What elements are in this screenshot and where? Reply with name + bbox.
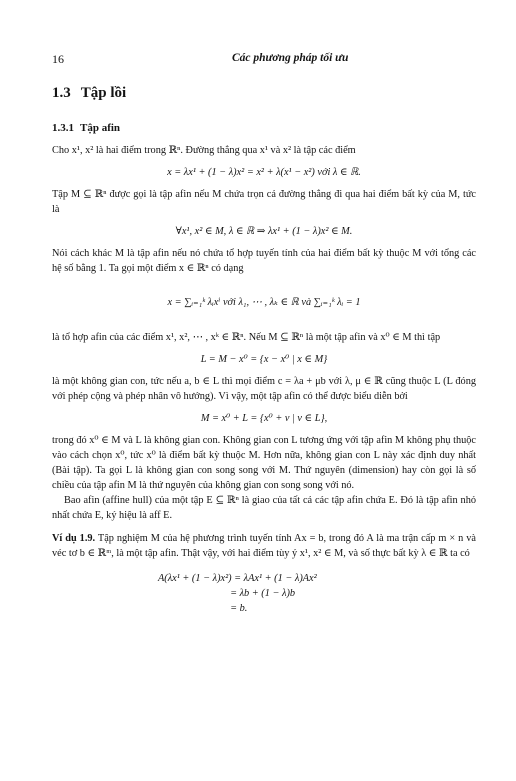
- subsection-heading: [52, 121, 476, 136]
- example-calculation: [158, 571, 476, 616]
- page-header: [52, 52, 478, 72]
- calc-line: A(λx¹ + (1 − λ)x²) = λAx¹ + (1 − λ)Ax²: [158, 573, 317, 584]
- equation-affine-combination: x = ∑ᵢ₌₁ᵏ λᵢxⁱ với λ₁, ⋯ , λₖ ∈ ℝ và ∑ᵢ₌₁ᵏ λᵢ = 1: [167, 297, 361, 308]
- paragraph-dimension: trong đó x⁰ ∈ M và L là không gian con. Không gian con L tương ứng với tập afin M không phụ thuộc vào cách chọn x⁰, tức x⁰ là điểm bất kỳ thuộc M. Hơn nữa, không gian con L này xác định duy nhất (Bài tập). Ta gọi L là không gian con song song với M. Thứ nguyên (dimension) hay còn gọi là số chiều của tập afin M là thứ nguyên của không gian con song song với nó.: [52, 435, 476, 491]
- equation-affine-condition: ∀x¹, x² ∈ M, λ ∈ ℝ ⇒ λx¹ + (1 − λ)x² ∈ M.: [175, 226, 353, 237]
- paragraph-affine-hull: Bao afin (affine hull) của một tập E ⊆ ℝⁿ là giao của tất cả các tập afin chứa E. Đó là tập afin nhỏ nhất chứa E, ký hiệu là aff E.: [52, 495, 476, 521]
- page-number: 16: [52, 52, 64, 66]
- paragraph-line-definition: Cho x¹, x² là hai điểm trong ℝⁿ. Đường thẳng qua x¹ và x² là tập các điểm: [52, 145, 356, 156]
- subsection-title: Tập afin: [80, 122, 121, 134]
- section-title: Tập lồi: [80, 85, 127, 101]
- subsection-number: 1.3.1: [52, 122, 74, 134]
- calc-line: = b.: [158, 603, 248, 614]
- example-paragraph: [52, 531, 476, 561]
- paragraph-subspace-closure: là một không gian con, tức nếu a, b ∈ L thì mọi điểm c = λa + μb với λ, μ ∈ ℝ cũng thuộc L (L đóng với phép cộng và phép nhân vô hướng). Vì vậy, một tập afin có thể được biểu diễn bởi: [52, 376, 476, 402]
- paragraph-affine-combination: Nói cách khác M là tập afin nếu nó chứa tổ hợp tuyến tính của hai điểm bất kỳ thuộc M với tổng các hệ số bằng 1. Ta gọi một điểm x ∈ ℝⁿ có dạng: [52, 248, 476, 274]
- running-title: Các phương pháp tối ưu: [232, 52, 349, 64]
- calc-line: = λb + (1 − λ)b: [158, 588, 296, 599]
- paragraph-affine-set-definition: Tập M ⊆ ℝⁿ được gọi là tập afin nếu M chứa trọn cả đường thẳng đi qua hai điểm bất kỳ của M, tức là: [52, 189, 476, 215]
- page-content: [52, 86, 476, 616]
- equation-line: x = λx¹ + (1 − λ)x² = x² + λ(x¹ − x²) với λ ∈ ℝ.: [167, 167, 361, 178]
- spacer: [52, 523, 476, 531]
- equation-subspace: L = M − x⁰ = {x − x⁰ | x ∈ M}: [200, 354, 328, 365]
- example-label: Ví dụ 1.9.: [52, 533, 96, 544]
- example-text: Tập nghiệm M của hệ phương trình tuyến tính Ax = b, trong đó A là ma trận cấp m × n và véc tơ b ∈ ℝᵐ, là một tập afin. Thật vậy, với hai điểm tùy ý x¹, x² ∈ M, và số thực bất kỳ λ ∈ ℝ ta có: [52, 533, 476, 559]
- equation-affine-representation: M = x⁰ + L = {x⁰ + v | v ∈ L},: [200, 413, 328, 424]
- section-heading: [52, 86, 476, 101]
- section-number: 1.3: [52, 85, 71, 101]
- paragraph-subspace: là tổ hợp afin của các điểm x¹, x², ⋯ , xᵏ ∈ ℝⁿ. Nếu M ⊆ ℝⁿ là một tập afin và x⁰ ∈ M thì tập: [52, 332, 441, 343]
